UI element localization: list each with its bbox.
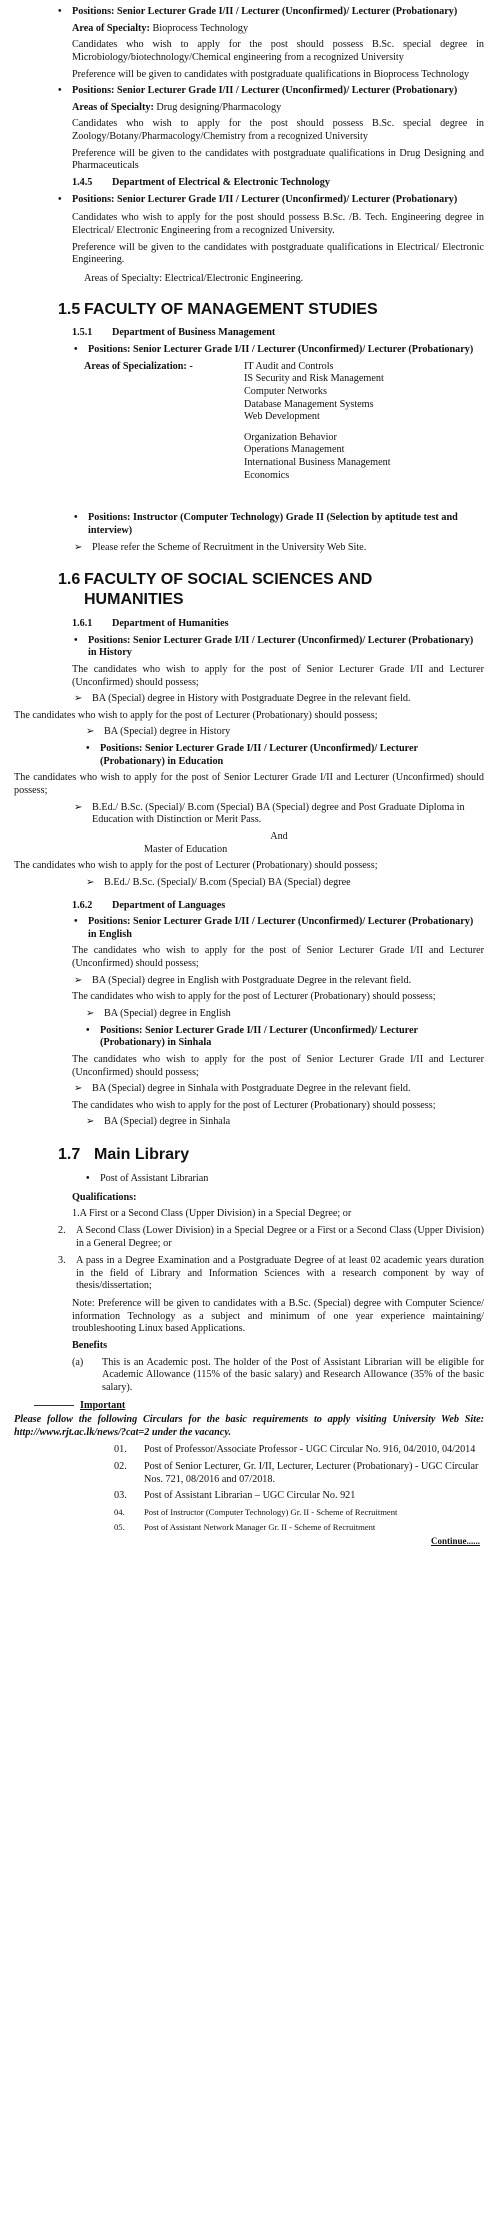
circular-item: 05. Post of Assistant Network Manager Gr. II - Scheme of Recruitment [114,1521,376,1532]
section-number: 1.6.1 [72,617,93,629]
faculty-title: FACULTY OF SOCIAL SCIENCES AND [84,571,373,589]
qualification-2: 2. A Second Class (Lower Division) in a Special Degree or a First or a Second Class (Upper Division) in a General Degree; or [58,1224,484,1249]
section-number: 1.5 [58,300,81,318]
requirement-text: The candidates who wish to apply for the post of Senior Lecturer Grade I/II and Lecturer (Unconfirmed) should possess; [72,1053,484,1078]
requirement-text: The candidates who wish to apply for the post of Lecturer (Probationary) should possess; [72,991,436,1003]
continue-text: Continue...... [430,1536,480,1547]
document-column [14,6,484,1548]
qualifications-label: Qualifications: [72,1191,137,1203]
requirement-text: The candidates who wish to apply for the post of Lecturer (Probationary) should possess; [72,1099,436,1111]
requirement-text: Candidates who wish to apply for the post should possess B.Sc. special degree in Zoology/Botany/Pharmacology/Chemistry from a recognized University [72,118,484,143]
qualification-1: 1.A First or a Second Class (Upper Division) in a Special Degree; or [72,1208,352,1220]
important-label: Important [80,1399,126,1411]
list-item: IT Audit and Controls [244,360,334,372]
degree-item: ➢ BA (Special) degree in History [84,726,484,739]
department-title: Department of Electrical & Electronic Technology [112,177,330,189]
list-item: Economics [244,469,290,481]
requirement-text: The candidates who wish to apply for the post of Lecturer (Probationary) should possess; [14,860,378,872]
position-heading: • Positions: Senior Lecturer Grade I/II / Lecturer (Unconfirmed)/ Lecturer (Probationary) [56,194,484,207]
department-heading [72,177,484,190]
department-heading [72,900,484,913]
faculty-title: FACULTY OF MANAGEMENT STUDIES [84,300,378,318]
areas-list [244,361,391,483]
department-title: Department of Business Management [112,327,276,339]
degree-item: ➢ B.Ed./ B.Sc. (Special)/ B.com (Special) BA (Special) degree and Post Graduate Diploma in Education with Distinction or Merit Pass. [72,802,484,827]
circular-item: 01. Post of Professor/Associate Professor - UGC Circular No. 916, 04/2010, 04/2014 [114,1444,476,1456]
note-text: ➢ Please refer the Scheme of Recruitment in the University Web Site. [72,542,484,555]
requirement-text: The candidates who wish to apply for the post of Lecturer (Probationary) should possess; [14,709,378,721]
list-item: Computer Networks [244,385,327,397]
department-heading [72,618,484,631]
list-item: Web Development [244,411,320,423]
degree-item: ➢ BA (Special) degree in Sinhala [84,1116,484,1129]
list-item: Operations Management [244,444,345,456]
degree-item: Master of Education [144,843,228,855]
position-heading: • Positions: Senior Lecturer Grade I/II / Lecturer (Unconfirmed)/ Lecturer (Probationary) [56,85,484,98]
position-heading: • Positions: Senior Lecturer Grade I/II / Lecturer (Unconfirmed)/ Lecturer (Probationary) in Sinhala [84,1025,484,1050]
area-label: Areas of Specialty: [72,101,154,113]
circular-item: 02. Post of Senior Lecturer, Gr. I/II, Lecturer, Lecturer (Probationary) - UGC Circular Nos. 721, 08/2016 and 07/2018. [114,1461,479,1485]
area-of-specialty [72,23,484,36]
position-heading: • Positions: Senior Lecturer Grade I/II / Lecturer (Unconfirmed)/ Lecturer (Probationary) in Education [84,743,484,768]
faculty-heading [58,300,484,320]
area-of-specialty [72,102,484,115]
list-item: Database Management Systems [244,398,374,410]
section-number: 1.7 [58,1146,81,1164]
requirement-text: The candidates who wish to apply for the post of Senior Lecturer Grade I/II and Lecturer (Unconfirmed) should possess; [14,772,484,797]
area-value: Bioprocess Technology [149,22,249,34]
requirement-text: The candidates who wish to apply for the post of Senior Lecturer Grade I/II and Lecturer (Unconfirmed) should possess; [72,663,484,688]
department-title: Department of Humanities [112,617,229,629]
important-heading [34,1400,484,1413]
section-number: 1.6 [58,571,81,589]
circular-item: 03. Post of Assistant Librarian – UGC Circular No. 921 [114,1490,356,1502]
circulars-intro: Please follow the following Circulars for the basic requirements to apply visiting University Web Site: http://www.rjt.ac.lk/news/?cat=2 under the vacancy. [14,1414,484,1438]
degree-item: ➢ BA (Special) degree in English [84,1008,484,1021]
degree-item: ➢ BA (Special) degree in English with Postgraduate Degree in the relevant field. [72,975,484,988]
and-text: And [270,830,288,842]
position-heading: • Positions: Instructor (Computer Technology) Grade II (Selection by aptitude test and interview) [72,512,484,537]
degree-item: ➢ BA (Special) degree in History with Postgraduate Degree in the relevant field. [72,693,484,706]
area-of-specialty: Areas of Specialty: Electrical/Electronic Engineering. [84,272,304,284]
qualification-3: 3. A pass in a Degree Examination and a Postgraduate Degree of at least 02 academic years duration in the field of Library and Information Sciences with a research component by way of thesis/dissertation; [58,1255,484,1292]
list-item: Organization Behavior [244,431,337,443]
preference-text: Preference will be given to candidates with postgraduate qualifications in Bioprocess Technology [72,68,470,80]
position-heading: • Positions: Senior Lecturer Grade I/II / Lecturer (Unconfirmed)/ Lecturer (Probationary) [72,344,484,357]
list-item: International Business Management [244,457,391,469]
section-title: Main Library [94,1146,190,1164]
faculty-heading [58,570,484,590]
degree-item: ➢ B.Ed./ B.Sc. (Special)/ B.com (Special) BA (Special) degree [84,877,484,890]
section-number: 1.4.5 [72,177,93,189]
list-item: IS Security and Risk Management [244,373,384,385]
department-title: Department of Languages [112,899,226,911]
faculty-title-line-2: HUMANITIES [84,591,184,609]
degree-item: ➢ BA (Special) degree in Sinhala with Postgraduate Degree in the relevant field. [72,1083,484,1096]
section-number: 1.5.1 [72,327,93,339]
department-heading [72,327,484,340]
position-heading: • Positions: Senior Lecturer Grade I/II / Lecturer (Unconfirmed)/ Lecturer (Probationary) [56,6,484,19]
requirement-text: Candidates who wish to apply for the post should possess B.Sc. /B. Tech. Engineering degree in Electrical/ Electronic Engineering from a recognized University. [72,212,484,236]
area-label: Area of Specialty: [72,22,150,34]
section-number: 1.6.2 [72,899,93,911]
areas-label: Areas of Specialization: - [84,360,193,372]
areas-of-specialization [84,361,484,483]
preference-text: Preference will be given to the candidates with postgraduate qualifications in Drug Designing and Pharmaceuticals [72,147,484,172]
circular-item: 04. Post of Instructor (Computer Technology) Gr. II - Scheme of Recruitment [114,1507,398,1518]
preference-text: Preference will be given to the candidates with postgraduate qualifications in Electrical/ Electronic Engineering. [72,241,484,266]
areas-group-2 [244,432,391,483]
benefits-label: Benefits [72,1340,108,1351]
position-heading: • Positions: Senior Lecturer Grade I/II / Lecturer (Unconfirmed)/ Lecturer (Probationary) in English [72,916,484,941]
requirement-text: Candidates who wish to apply for the post should possess B.Sc. special degree in Microbiology/biotechnology/Chemical engineering from a recognized University [72,39,484,63]
requirement-text: The candidates who wish to apply for the post of Senior Lecturer Grade I/II and Lecturer (Unconfirmed) should possess; [72,945,484,970]
section-heading [58,1145,484,1165]
areas-group-1 [244,361,391,424]
note-text: Note: Preference will be given to candidates with a B.Sc. (Special) degree with Computer Science/ information Technology as a subject and minimum of one year experience maintaining/ troubleshooting Linux based Applications. [72,1298,484,1335]
position-heading: • Positions: Senior Lecturer Grade I/II / Lecturer (Unconfirmed)/ Lecturer (Probationary) in History [72,635,484,660]
benefit-item: (a) This is an Academic post. The holder of the Post of Assistant Librarian will be eligible for Academic Allowance (115% of the basic salary) and Research Allowance (35% of the basic salary). [72,1356,484,1393]
post-item: • Post of Assistant Librarian [84,1173,484,1186]
area-value: Drug designing/Pharmacology [153,101,282,113]
